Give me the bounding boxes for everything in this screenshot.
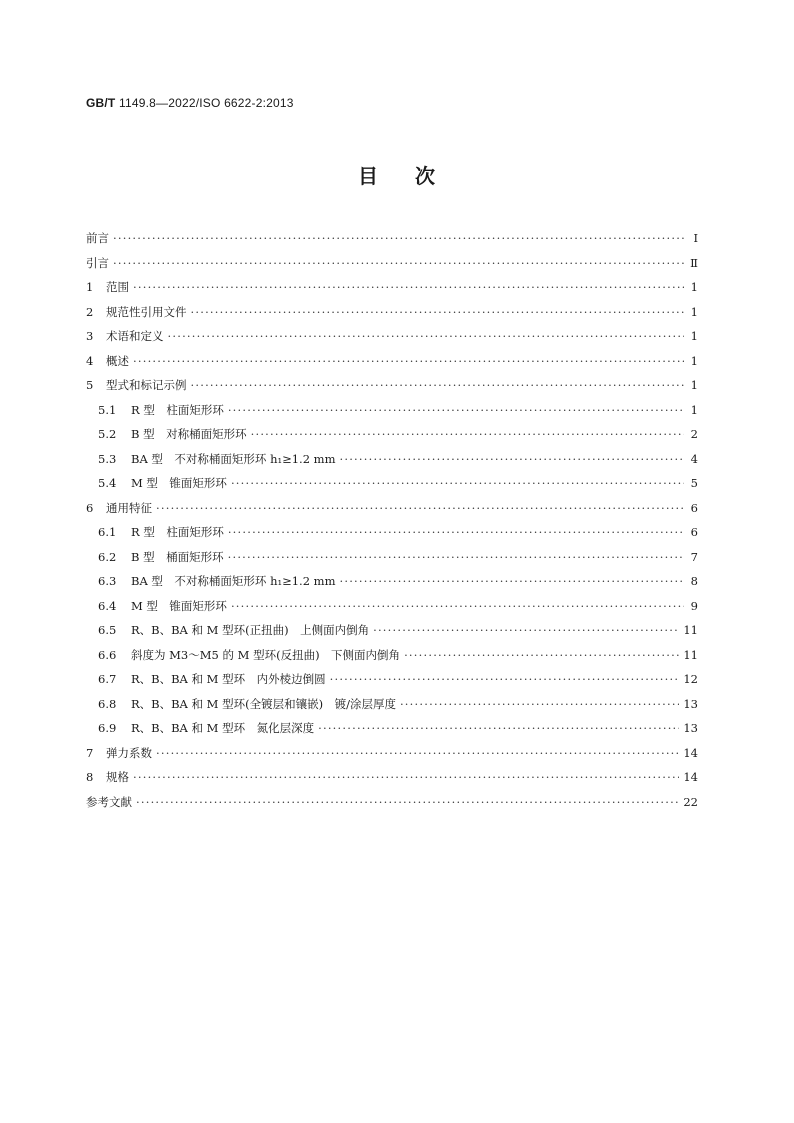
toc-entry-title: 前言 [86, 231, 109, 245]
toc-entry[interactable] [86, 422, 698, 447]
toc-entry-title: 型式和标记示例 [106, 378, 187, 392]
toc-entry-number: 6.6 [98, 647, 117, 662]
page-title [0, 160, 794, 189]
toc-entry-number: 7 [86, 745, 94, 760]
toc-entry[interactable] [86, 545, 698, 570]
toc-entry-page: 2 [690, 427, 698, 441]
toc-entry-page: 8 [690, 574, 698, 588]
toc-entry-number: 2 [86, 304, 94, 319]
toc-entry-page: 1 [690, 353, 698, 368]
toc-leader-dots [113, 226, 684, 251]
document-number: 1149.8—2022/ISO 6622-2:2013 [119, 96, 294, 110]
toc-entry-number: 6.8 [98, 696, 117, 711]
toc-leader-dots [228, 545, 684, 570]
toc-entry[interactable] [86, 643, 698, 668]
toc-entry-page: 9 [690, 598, 698, 613]
toc-entry-title: 弹力系数 [106, 745, 152, 760]
toc-entry-title: B 型 对称桶面矩形环 [131, 427, 247, 441]
toc-entry-title: 引言 [86, 255, 109, 270]
toc-entry-page: 14 [683, 745, 698, 760]
toc-entry-title: 规范性引用文件 [106, 304, 187, 319]
toc-entry-number: 4 [86, 353, 94, 368]
toc-leader-dots [168, 324, 685, 349]
toc-leader-dots [400, 692, 679, 717]
toc-entry-page: 11 [683, 623, 698, 637]
toc-entry[interactable] [86, 496, 698, 521]
toc-entry-page: 1 [690, 378, 698, 392]
toc-leader-dots [191, 373, 685, 398]
toc-entry-page: 6 [690, 525, 698, 539]
toc-entry[interactable] [86, 594, 698, 619]
toc-leader-dots [231, 594, 684, 619]
toc-leader-dots [156, 496, 684, 521]
toc-entry[interactable] [86, 667, 698, 692]
toc-leader-dots [251, 422, 684, 447]
table-of-contents [86, 226, 698, 814]
toc-leader-dots [228, 520, 684, 545]
toc-leader-dots [339, 569, 684, 594]
toc-entry-number: 1 [86, 280, 94, 294]
toc-leader-dots [404, 643, 679, 668]
toc-entry-page: 7 [690, 549, 698, 564]
toc-entry-number: 5 [86, 378, 94, 392]
toc-entry-title: 术语和定义 [106, 329, 164, 343]
toc-entry-page: 1 [690, 329, 698, 343]
toc-entry-page: 1 [690, 402, 698, 417]
toc-entry[interactable] [86, 398, 698, 423]
toc-entry-title: R 型 柱面矩形环 [131, 525, 224, 539]
toc-leader-dots [231, 471, 684, 496]
toc-entry[interactable] [86, 275, 698, 300]
toc-entry-title: 概述 [106, 353, 129, 368]
title-char-2: 次 [415, 164, 436, 188]
toc-entry-title: R、B、BA 和 M 型环 氮化层深度 [131, 721, 315, 735]
toc-leader-dots [191, 300, 685, 325]
toc-entry[interactable] [86, 569, 698, 594]
toc-entry-title: R、B、BA 和 M 型环 内外棱边倒圆 [131, 672, 326, 686]
toc-entry-title: R、B、BA 和 M 型环(全镀层和镶嵌) 镀/涂层厚度 [131, 696, 396, 711]
toc-entry-page: 12 [683, 672, 698, 686]
document-id [86, 96, 294, 110]
toc-leader-dots [136, 790, 679, 815]
toc-entry[interactable] [86, 251, 698, 276]
toc-leader-dots [339, 447, 684, 472]
toc-entry-title: M 型 锥面矩形环 [131, 598, 227, 613]
toc-entry-number: 5.3 [98, 451, 117, 466]
toc-entry-number: 6.2 [98, 549, 117, 564]
toc-entry[interactable] [86, 324, 698, 349]
toc-leader-dots [156, 741, 679, 766]
toc-entry-title: R、B、BA 和 M 型环(正扭曲) 上侧面内倒角 [131, 623, 370, 637]
toc-leader-dots [318, 716, 679, 741]
toc-entry[interactable] [86, 765, 698, 790]
toc-entry-title: BA 型 不对称桶面矩形环 h₁≥1.2 mm [131, 451, 336, 466]
toc-entry-number: 3 [86, 329, 94, 343]
toc-leader-dots [133, 349, 684, 374]
toc-entry[interactable] [86, 520, 698, 545]
toc-entry-number: 5.4 [98, 476, 117, 490]
toc-entry-page: 6 [690, 500, 698, 515]
toc-leader-dots [113, 251, 684, 276]
toc-leader-dots [330, 667, 680, 692]
toc-entry[interactable] [86, 373, 698, 398]
toc-entry-number: 6.4 [98, 598, 117, 613]
title-char-1: 目 [358, 164, 379, 188]
toc-entry-number: 5.1 [98, 402, 117, 417]
toc-entry-title: M 型 锥面矩形环 [131, 476, 227, 490]
toc-entry[interactable] [86, 349, 698, 374]
toc-entry-title: 斜度为 M3～M5 的 M 型环(反扭曲) 下侧面内倒角 [131, 647, 401, 662]
toc-entry-page: 11 [683, 647, 698, 662]
toc-entry-number: 5.2 [98, 427, 117, 441]
toc-entry-page: Ⅱ [690, 255, 698, 270]
toc-entry-title: 参考文献 [86, 794, 132, 809]
toc-entry-title: 通用特征 [106, 500, 152, 515]
toc-entry-title: 规格 [106, 770, 129, 784]
toc-entry[interactable] [86, 790, 698, 815]
toc-entry-page: 13 [683, 721, 698, 735]
toc-entry-number: 8 [86, 770, 94, 784]
toc-entry-page: 22 [683, 794, 698, 809]
toc-entry[interactable] [86, 618, 698, 643]
toc-entry-number: 6.7 [98, 672, 117, 686]
toc-entry[interactable] [86, 447, 698, 472]
toc-entry-title: BA 型 不对称桶面矩形环 h₁≥1.2 mm [131, 574, 336, 588]
toc-entry[interactable] [86, 692, 698, 717]
toc-entry[interactable] [86, 741, 698, 766]
toc-entry-number: 6 [86, 500, 94, 515]
toc-leader-dots [228, 398, 684, 423]
toc-leader-dots [133, 275, 684, 300]
toc-entry-page: 5 [690, 476, 698, 490]
toc-entry-page: 14 [683, 770, 698, 784]
toc-entry-title: B 型 桶面矩形环 [131, 549, 224, 564]
toc-entry-number: 6.1 [98, 525, 117, 539]
toc-leader-dots [373, 618, 679, 643]
toc-entry[interactable] [86, 226, 698, 251]
toc-entry-page: 1 [690, 280, 698, 294]
toc-entry-title: R 型 柱面矩形环 [131, 402, 224, 417]
toc-entry-page: 13 [683, 696, 698, 711]
toc-entry-page: Ⅰ [693, 231, 698, 245]
toc-entry-number: 6.5 [98, 623, 117, 637]
toc-leader-dots [133, 765, 679, 790]
document-code: GB/T [86, 96, 116, 110]
toc-entry[interactable] [86, 300, 698, 325]
toc-entry[interactable] [86, 716, 698, 741]
toc-entry-number: 6.3 [98, 574, 117, 588]
toc-entry-page: 4 [690, 451, 698, 466]
toc-entry[interactable] [86, 471, 698, 496]
toc-entry-page: 1 [690, 304, 698, 319]
toc-entry-number: 6.9 [98, 721, 117, 735]
toc-entry-title: 范围 [106, 280, 129, 294]
